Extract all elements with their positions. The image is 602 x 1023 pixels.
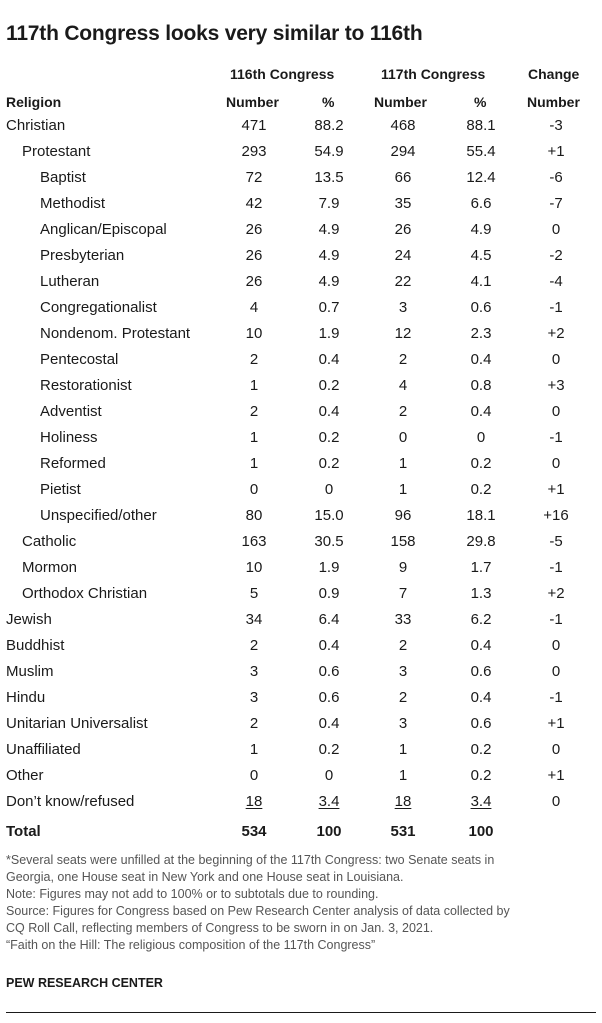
row-label: Hindu	[6, 689, 46, 706]
cell-116-percent: 0.2	[318, 377, 340, 394]
cell-117-number: 7	[398, 585, 408, 602]
table-row	[0, 451, 602, 477]
cell-117-number: 12	[394, 325, 412, 342]
cell-117-number: 2	[398, 351, 408, 368]
cell-116-percent: 15.0	[314, 507, 344, 524]
footnote-line: Source: Figures for Congress based on Pew Research Center analysis of data collected by	[6, 904, 510, 918]
row-label: Protestant	[22, 143, 91, 160]
cell-change: +1	[547, 481, 565, 498]
cell-117-percent: 1.7	[470, 559, 492, 576]
cell-116-percent: 6.4	[318, 611, 340, 628]
cell-117-number: 22	[394, 273, 412, 290]
table-row	[0, 737, 602, 763]
cell-117-number: 0	[398, 429, 408, 446]
table-row	[0, 789, 602, 815]
footnotes	[6, 852, 596, 954]
cell-116-number: 42	[245, 195, 263, 212]
cell-116-number: 3	[249, 663, 259, 680]
cell-117-number: 468	[390, 117, 416, 134]
cell-116-percent: 100	[316, 823, 342, 840]
cell-116-percent: 0.2	[318, 741, 340, 758]
cell-116-number: 293	[241, 143, 267, 160]
col-header-change-number: Number	[527, 94, 580, 110]
row-label: Reformed	[40, 455, 106, 472]
row-label: Methodist	[40, 195, 106, 212]
row-label: Restorationist	[40, 377, 132, 394]
cell-change: -2	[549, 247, 563, 264]
table-row	[0, 269, 602, 295]
cell-116-percent: 88.2	[314, 117, 344, 134]
row-label: Don’t know/refused	[6, 793, 135, 810]
cell-116-number: 2	[249, 351, 259, 368]
row-label: Jewish	[6, 611, 52, 628]
cell-116-percent: 0	[324, 767, 334, 784]
row-label: Unaffiliated	[6, 741, 81, 758]
table-row	[0, 399, 602, 425]
cell-117-number: 1	[398, 455, 408, 472]
cell-116-number: 163	[241, 533, 267, 550]
table-row	[0, 581, 602, 607]
cell-116-percent: 30.5	[314, 533, 344, 550]
cell-117-number: 24	[394, 247, 412, 264]
cell-116-number: 10	[245, 325, 263, 342]
cell-116-percent: 1.9	[318, 559, 340, 576]
total-row	[0, 819, 602, 845]
row-label: Unspecified/other	[40, 507, 157, 524]
cell-117-number: 4	[398, 377, 408, 394]
header-change: Change	[528, 66, 580, 82]
table-row	[0, 373, 602, 399]
table-row	[0, 503, 602, 529]
cell-117-percent: 0	[476, 429, 486, 446]
chart-title: 117th Congress looks very similar to 116th	[6, 22, 423, 45]
cell-117-number: 531	[390, 823, 416, 840]
table-row	[0, 295, 602, 321]
row-label: Presbyterian	[40, 247, 125, 264]
table-row	[0, 763, 602, 789]
footnote-line: Georgia, one House seat in New York and one House seat in Louisiana.	[6, 870, 404, 884]
table-row	[0, 685, 602, 711]
cell-change: -1	[549, 611, 563, 628]
cell-116-number: 1	[249, 429, 259, 446]
cell-117-number: 96	[394, 507, 412, 524]
table-row	[0, 165, 602, 191]
cell-116-number: 26	[245, 221, 263, 238]
cell-116-number: 80	[245, 507, 263, 524]
cell-116-percent: 0.4	[318, 637, 340, 654]
cell-change: -1	[549, 299, 563, 316]
cell-change: +2	[547, 325, 565, 342]
cell-change: 0	[551, 637, 561, 654]
cell-117-number: 1	[398, 481, 408, 498]
cell-116-percent: 0.6	[318, 689, 340, 706]
cell-117-number: 3	[398, 715, 408, 732]
cell-117-number: 3	[398, 663, 408, 680]
col-header-117-number: Number	[374, 94, 427, 110]
cell-116-percent: 4.9	[318, 247, 340, 264]
cell-116-number: 1	[249, 741, 259, 758]
cell-117-number: 3	[398, 299, 408, 316]
bottom-rule	[6, 1012, 596, 1013]
cell-116-number: 534	[241, 823, 267, 840]
cell-116-number: 2	[249, 715, 259, 732]
cell-change: 0	[551, 351, 561, 368]
footnote-line: Note: Figures may not add to 100% or to subtotals due to rounding.	[6, 887, 379, 901]
header-117th-congress: 117th Congress	[381, 66, 486, 82]
cell-117-percent: 0.2	[470, 767, 492, 784]
cell-change: -1	[549, 689, 563, 706]
col-header-religion: Religion	[6, 94, 62, 110]
row-label: Buddhist	[6, 637, 65, 654]
cell-117-percent: 100	[468, 823, 494, 840]
cell-117-percent: 0.6	[470, 715, 492, 732]
cell-change: 0	[551, 793, 561, 810]
cell-116-percent: 13.5	[314, 169, 344, 186]
cell-117-number: 2	[398, 403, 408, 420]
cell-116-number: 26	[245, 273, 263, 290]
cell-change: +16	[543, 507, 569, 524]
cell-117-number: 35	[394, 195, 412, 212]
col-header-116-number: Number	[226, 94, 279, 110]
cell-change: 0	[551, 221, 561, 238]
footnote-line: “Faith on the Hill: The religious composition of the 117th Congress”	[6, 938, 376, 952]
cell-116-percent: 0.7	[318, 299, 340, 316]
table-row	[0, 243, 602, 269]
cell-116-number: 72	[245, 169, 263, 186]
cell-117-percent: 18.1	[466, 507, 496, 524]
cell-117-percent: 4.1	[470, 273, 492, 290]
cell-change: 0	[551, 403, 561, 420]
table-row	[0, 659, 602, 685]
cell-117-number: 1	[398, 767, 408, 784]
cell-117-percent: 3.4	[470, 793, 492, 810]
row-label: Pietist	[40, 481, 81, 498]
cell-117-percent: 0.2	[470, 741, 492, 758]
cell-change: +1	[547, 143, 565, 160]
cell-change: +1	[547, 715, 565, 732]
footnote-line: CQ Roll Call, reflecting members of Congress to be sworn in on Jan. 3, 2021.	[6, 921, 434, 935]
cell-change: -5	[549, 533, 563, 550]
cell-116-number: 0	[249, 767, 259, 784]
cell-change: -6	[549, 169, 563, 186]
cell-117-number: 26	[394, 221, 412, 238]
table-row	[0, 555, 602, 581]
row-label: Nondenom. Protestant	[40, 325, 191, 342]
col-header-116-percent: %	[322, 94, 335, 110]
cell-116-number: 5	[249, 585, 259, 602]
cell-117-percent: 0.6	[470, 663, 492, 680]
cell-117-percent: 0.6	[470, 299, 492, 316]
cell-117-percent: 4.9	[470, 221, 492, 238]
cell-116-percent: 0.4	[318, 403, 340, 420]
cell-117-percent: 6.6	[470, 195, 492, 212]
cell-116-percent: 0.4	[318, 715, 340, 732]
cell-116-number: 26	[245, 247, 263, 264]
cell-116-percent: 1.9	[318, 325, 340, 342]
cell-117-number: 66	[394, 169, 412, 186]
row-label: Total	[6, 823, 41, 840]
cell-117-percent: 0.8	[470, 377, 492, 394]
cell-116-percent: 54.9	[314, 143, 344, 160]
header-116th-congress: 116th Congress	[230, 66, 335, 82]
cell-117-number: 1	[398, 741, 408, 758]
cell-change: +1	[547, 767, 565, 784]
cell-116-number: 4	[249, 299, 259, 316]
cell-116-percent: 0.9	[318, 585, 340, 602]
cell-117-percent: 2.3	[470, 325, 492, 342]
table-row	[0, 607, 602, 633]
cell-117-number: 294	[390, 143, 416, 160]
cell-116-percent: 4.9	[318, 273, 340, 290]
table-row	[0, 139, 602, 165]
cell-116-number: 0	[249, 481, 259, 498]
cell-117-percent: 0.2	[470, 481, 492, 498]
cell-116-percent: 0	[324, 481, 334, 498]
cell-change: -1	[549, 429, 563, 446]
cell-117-percent: 0.4	[470, 637, 492, 654]
source-label: PEW RESEARCH CENTER	[6, 976, 163, 990]
table-row	[0, 477, 602, 503]
cell-change: 0	[551, 741, 561, 758]
row-label: Unitarian Universalist	[6, 715, 148, 732]
cell-116-percent: 0.2	[318, 455, 340, 472]
table-row	[0, 633, 602, 659]
cell-116-number: 34	[245, 611, 263, 628]
row-label: Holiness	[40, 429, 98, 446]
cell-117-number: 9	[398, 559, 408, 576]
cell-116-number: 2	[249, 403, 259, 420]
cell-116-percent: 4.9	[318, 221, 340, 238]
table-row	[0, 425, 602, 451]
cell-change: -1	[549, 559, 563, 576]
row-label: Anglican/Episcopal	[40, 221, 167, 238]
row-label: Christian	[6, 117, 66, 134]
cell-116-number: 18	[245, 793, 263, 810]
row-label: Lutheran	[40, 273, 100, 290]
cell-117-percent: 1.3	[470, 585, 492, 602]
row-label: Mormon	[22, 559, 78, 576]
col-header-117-percent: %	[474, 94, 487, 110]
footnote-line: *Several seats were unfilled at the beginning of the 117th Congress: two Senate seats in	[6, 853, 495, 867]
cell-116-number: 3	[249, 689, 259, 706]
cell-116-number: 2	[249, 637, 259, 654]
row-label: Congregationalist	[40, 299, 157, 316]
cell-116-number: 10	[245, 559, 263, 576]
cell-117-percent: 55.4	[466, 143, 496, 160]
table-row	[0, 217, 602, 243]
cell-116-percent: 0.2	[318, 429, 340, 446]
table-row	[0, 347, 602, 373]
cell-117-percent: 29.8	[466, 533, 496, 550]
cell-116-number: 1	[249, 377, 259, 394]
cell-116-number: 1	[249, 455, 259, 472]
cell-change: 0	[551, 455, 561, 472]
cell-116-percent: 3.4	[318, 793, 340, 810]
row-label: Other	[6, 767, 44, 784]
cell-116-percent: 7.9	[318, 195, 340, 212]
row-label: Pentecostal	[40, 351, 119, 368]
table-row	[0, 711, 602, 737]
table-row	[0, 113, 602, 139]
cell-117-percent: 88.1	[466, 117, 496, 134]
cell-117-number: 18	[394, 793, 412, 810]
row-label: Baptist	[40, 169, 86, 186]
table-row	[0, 321, 602, 347]
cell-117-number: 2	[398, 689, 408, 706]
cell-117-percent: 0.4	[470, 689, 492, 706]
cell-117-percent: 4.5	[470, 247, 492, 264]
row-label: Adventist	[40, 403, 102, 420]
cell-116-percent: 0.4	[318, 351, 340, 368]
row-label: Muslim	[6, 663, 54, 680]
table-row	[0, 529, 602, 555]
table-row	[0, 191, 602, 217]
cell-change: 0	[551, 663, 561, 680]
row-label: Catholic	[22, 533, 77, 550]
cell-117-percent: 12.4	[466, 169, 496, 186]
cell-117-percent: 6.2	[470, 611, 492, 628]
cell-change: -3	[549, 117, 563, 134]
cell-117-number: 158	[390, 533, 416, 550]
cell-117-percent: 0.4	[470, 403, 492, 420]
cell-change: -7	[549, 195, 563, 212]
cell-117-number: 33	[394, 611, 412, 628]
cell-116-percent: 0.6	[318, 663, 340, 680]
cell-change: +2	[547, 585, 565, 602]
cell-change: -4	[549, 273, 563, 290]
row-label: Orthodox Christian	[22, 585, 148, 602]
cell-117-number: 2	[398, 637, 408, 654]
cell-117-percent: 0.2	[470, 455, 492, 472]
cell-change: +3	[547, 377, 565, 394]
cell-117-percent: 0.4	[470, 351, 492, 368]
cell-116-number: 471	[241, 117, 267, 134]
